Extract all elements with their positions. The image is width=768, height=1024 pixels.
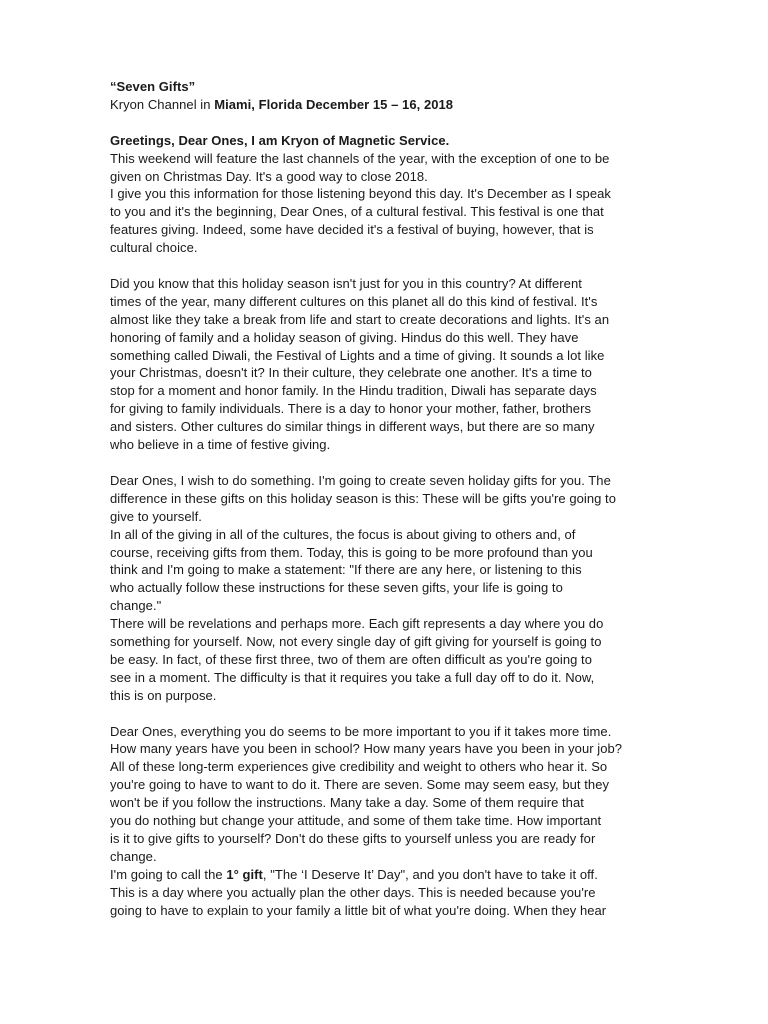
text-line: something for yourself. Now, not every single day of gift giving for yourself is going to <box>110 634 602 650</box>
text-line: see in a moment. The difficulty is that it requires you take a full day off to do it. Now, <box>110 669 595 685</box>
document-page <box>110 78 660 920</box>
paragraph-2 <box>110 275 660 454</box>
text-line: difference in these gifts on this holiday season is this: These will be gifts you're going to <box>110 490 616 506</box>
text-line: Dear Ones, I wish to do something. I'm going to create seven holiday gifts for you. The <box>110 472 611 488</box>
paragraph-3 <box>110 472 660 705</box>
paragraph-4 <box>110 723 660 920</box>
text-line: There will be revelations and perhaps more. Each gift represents a day where you do <box>110 616 604 632</box>
text-line: All of these long-term experiences give credibility and weight to others who hear it. So <box>110 759 608 775</box>
text-line: think and I'm going to make a statement: "If there are any here, or listening to this <box>110 562 582 578</box>
text-line: won't be if you follow the instructions. Many take a day. Some of them require that <box>110 795 584 811</box>
text-line: be easy. In fact, of these first three, two of them are often difficult as you're going to <box>110 651 592 667</box>
text-line: I give you this information for those listening beyond this day. It's December as I speak <box>110 186 611 202</box>
text-line: stop for a moment and honor family. In the Hindu tradition, Diwali has separate days <box>110 383 597 399</box>
text-line: Did you know that this holiday season isn't just for you in this country? At different <box>110 275 582 291</box>
text-line: and sisters. Other cultures do similar things in different ways, but there are so many <box>110 419 595 435</box>
text-line: for giving to family individuals. There is a day to honor your mother, father, brothers <box>110 401 592 417</box>
text-line: How many years have you been in school? How many years have you been in your job? <box>110 741 623 757</box>
text-line: your Christmas, doesn't it? In their culture, they celebrate one another. It's a time to <box>110 365 592 381</box>
greeting-heading: Greetings, Dear Ones, I am Kryon of Magnetic Service. <box>110 132 450 148</box>
text-line: change." <box>110 598 162 614</box>
text-line: who actually follow these instructions for these seven gifts, your life is going to <box>110 580 563 596</box>
text-line: In all of the giving in all of the cultures, the focus is about giving to others and, of <box>110 526 576 542</box>
text-line: This is a day where you actually plan the other days. This is needed because you're <box>110 884 596 900</box>
document-title: “Seven Gifts” <box>110 79 196 94</box>
paragraph-1 <box>110 150 660 257</box>
text-line: this is on purpose. <box>110 687 217 703</box>
text-line: to you and it's the beginning, Dear Ones, of a cultural festival. This festival is one that <box>110 204 604 220</box>
text-line: you're going to have to want to do it. There are seven. Some may seem easy, but they <box>110 777 610 793</box>
text-line: almost like they take a break from life and start to create decorations and lights. It's an <box>110 311 610 327</box>
text-line: who believe in a time of festive giving. <box>110 437 331 453</box>
text-line: course, receiving gifts from them. Today, this is going to be more profound than you <box>110 544 593 560</box>
text-line: cultural choice. <box>110 240 198 256</box>
text-line: This weekend will feature the last channels of the year, with the exception of one to be <box>110 150 610 166</box>
text-line: something called Diwali, the Festival of Lights and a time of giving. It sounds a lot like <box>110 347 605 363</box>
gift-line: I'm going to call the 1° gift, "The ‘I Deserve It’ Day", and you don't have to take it off. <box>110 866 598 882</box>
text-line: change. <box>110 848 157 864</box>
text-line: is it to give gifts to yourself? Don't do these gifts to yourself unless you are ready for <box>110 831 596 846</box>
text-line: Dear Ones, everything you do seems to be more important to you if it takes more time. <box>110 723 612 739</box>
text-line: given on Christmas Day. It's a good way to close 2018. <box>110 168 428 184</box>
text-line: going to have to explain to your family a little bit of what you're doing. When they hear <box>110 902 607 918</box>
text-line: times of the year, many different cultures on this planet all do this kind of festival. It's <box>110 293 598 309</box>
text-line: give to yourself. <box>110 508 202 524</box>
text-line: you do nothing but change your attitude, and some of them take time. How important <box>110 813 602 829</box>
text-line: features giving. Indeed, some have decided it's a festival of buying, however, that is <box>110 222 594 238</box>
text-line: honoring of family and a holiday season of giving. Hindus do this well. They have <box>110 329 579 345</box>
document-subtitle: Kryon Channel in Miami, Florida December 15 – 16, 2018 <box>110 96 454 112</box>
